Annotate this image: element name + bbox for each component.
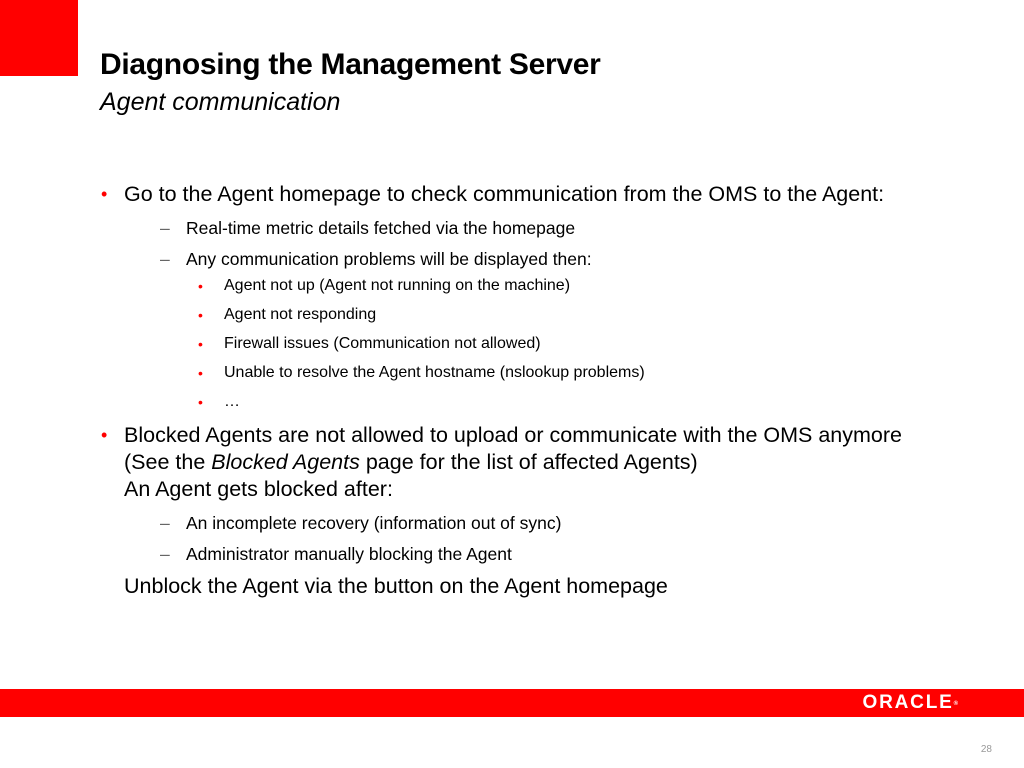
oracle-logo-text: ORACLE: [862, 692, 954, 713]
sub-item: [124, 248, 920, 270]
bullet-item: [100, 422, 920, 565]
sub-item-text: An incomplete recovery (information out of sync): [186, 513, 562, 533]
footer-bar: [0, 689, 1024, 717]
nested-item: [124, 363, 920, 383]
dash-icon: –: [160, 218, 170, 238]
bullet-icon: •: [198, 278, 203, 294]
slide-title: Diagnosing the Management Server: [100, 48, 601, 81]
nested-item: [124, 334, 920, 354]
dash-icon: –: [160, 513, 170, 533]
bullet-icon: •: [101, 184, 108, 204]
bullet-icon: •: [198, 394, 203, 410]
registered-mark: ®: [953, 701, 958, 707]
nested-item: [124, 392, 920, 412]
bullet-icon: •: [101, 425, 108, 445]
bullet-text: Blocked Agents are not allowed to upload or communicate with the OMS anymore (See the: [124, 423, 902, 474]
slide-body: [100, 181, 920, 600]
corner-accent-block: [0, 0, 78, 76]
blocked-agents-emphasis: Blocked Agents: [211, 450, 360, 474]
dash-icon: –: [160, 544, 170, 564]
bullet-item: [100, 181, 920, 412]
sub-item: [124, 217, 920, 239]
sub-item: [124, 512, 920, 534]
bullet-icon: •: [198, 307, 203, 323]
oracle-logo: [863, 693, 958, 713]
nested-list: [124, 276, 920, 412]
nested-item-text: Agent not up (Agent not running on the machine): [224, 277, 571, 294]
bullet-line-2: An Agent gets blocked after:: [124, 477, 393, 501]
nested-item-text: Firewall issues (Communication not allowed): [224, 335, 541, 352]
dash-icon: –: [160, 249, 170, 269]
nested-item: [124, 305, 920, 325]
sub-item: [124, 543, 920, 565]
bullet-icon: •: [198, 365, 203, 381]
slide-subtitle: Agent communication: [100, 88, 341, 116]
sub-item-text: Real-time metric details fetched via the homepage: [186, 218, 576, 238]
bullet-icon: •: [198, 336, 203, 352]
nested-item-text: …: [224, 393, 240, 410]
nested-item-text: Unable to resolve the Agent hostname (nslookup problems): [224, 364, 645, 381]
page-number: 28: [980, 744, 992, 755]
bullet-text: Go to the Agent homepage to check communication from the OMS to the Agent:: [124, 182, 885, 206]
sub-item-text: Administrator manually blocking the Agent: [186, 544, 512, 564]
nested-item: [124, 276, 920, 296]
closing-statement: Unblock the Agent via the button on the Agent homepage: [124, 574, 668, 598]
sub-item-text: Any communication problems will be displayed then:: [186, 249, 592, 269]
bullet-text-tail: page for the list of affected Agents): [359, 450, 698, 474]
nested-item-text: Agent not responding: [224, 306, 377, 323]
